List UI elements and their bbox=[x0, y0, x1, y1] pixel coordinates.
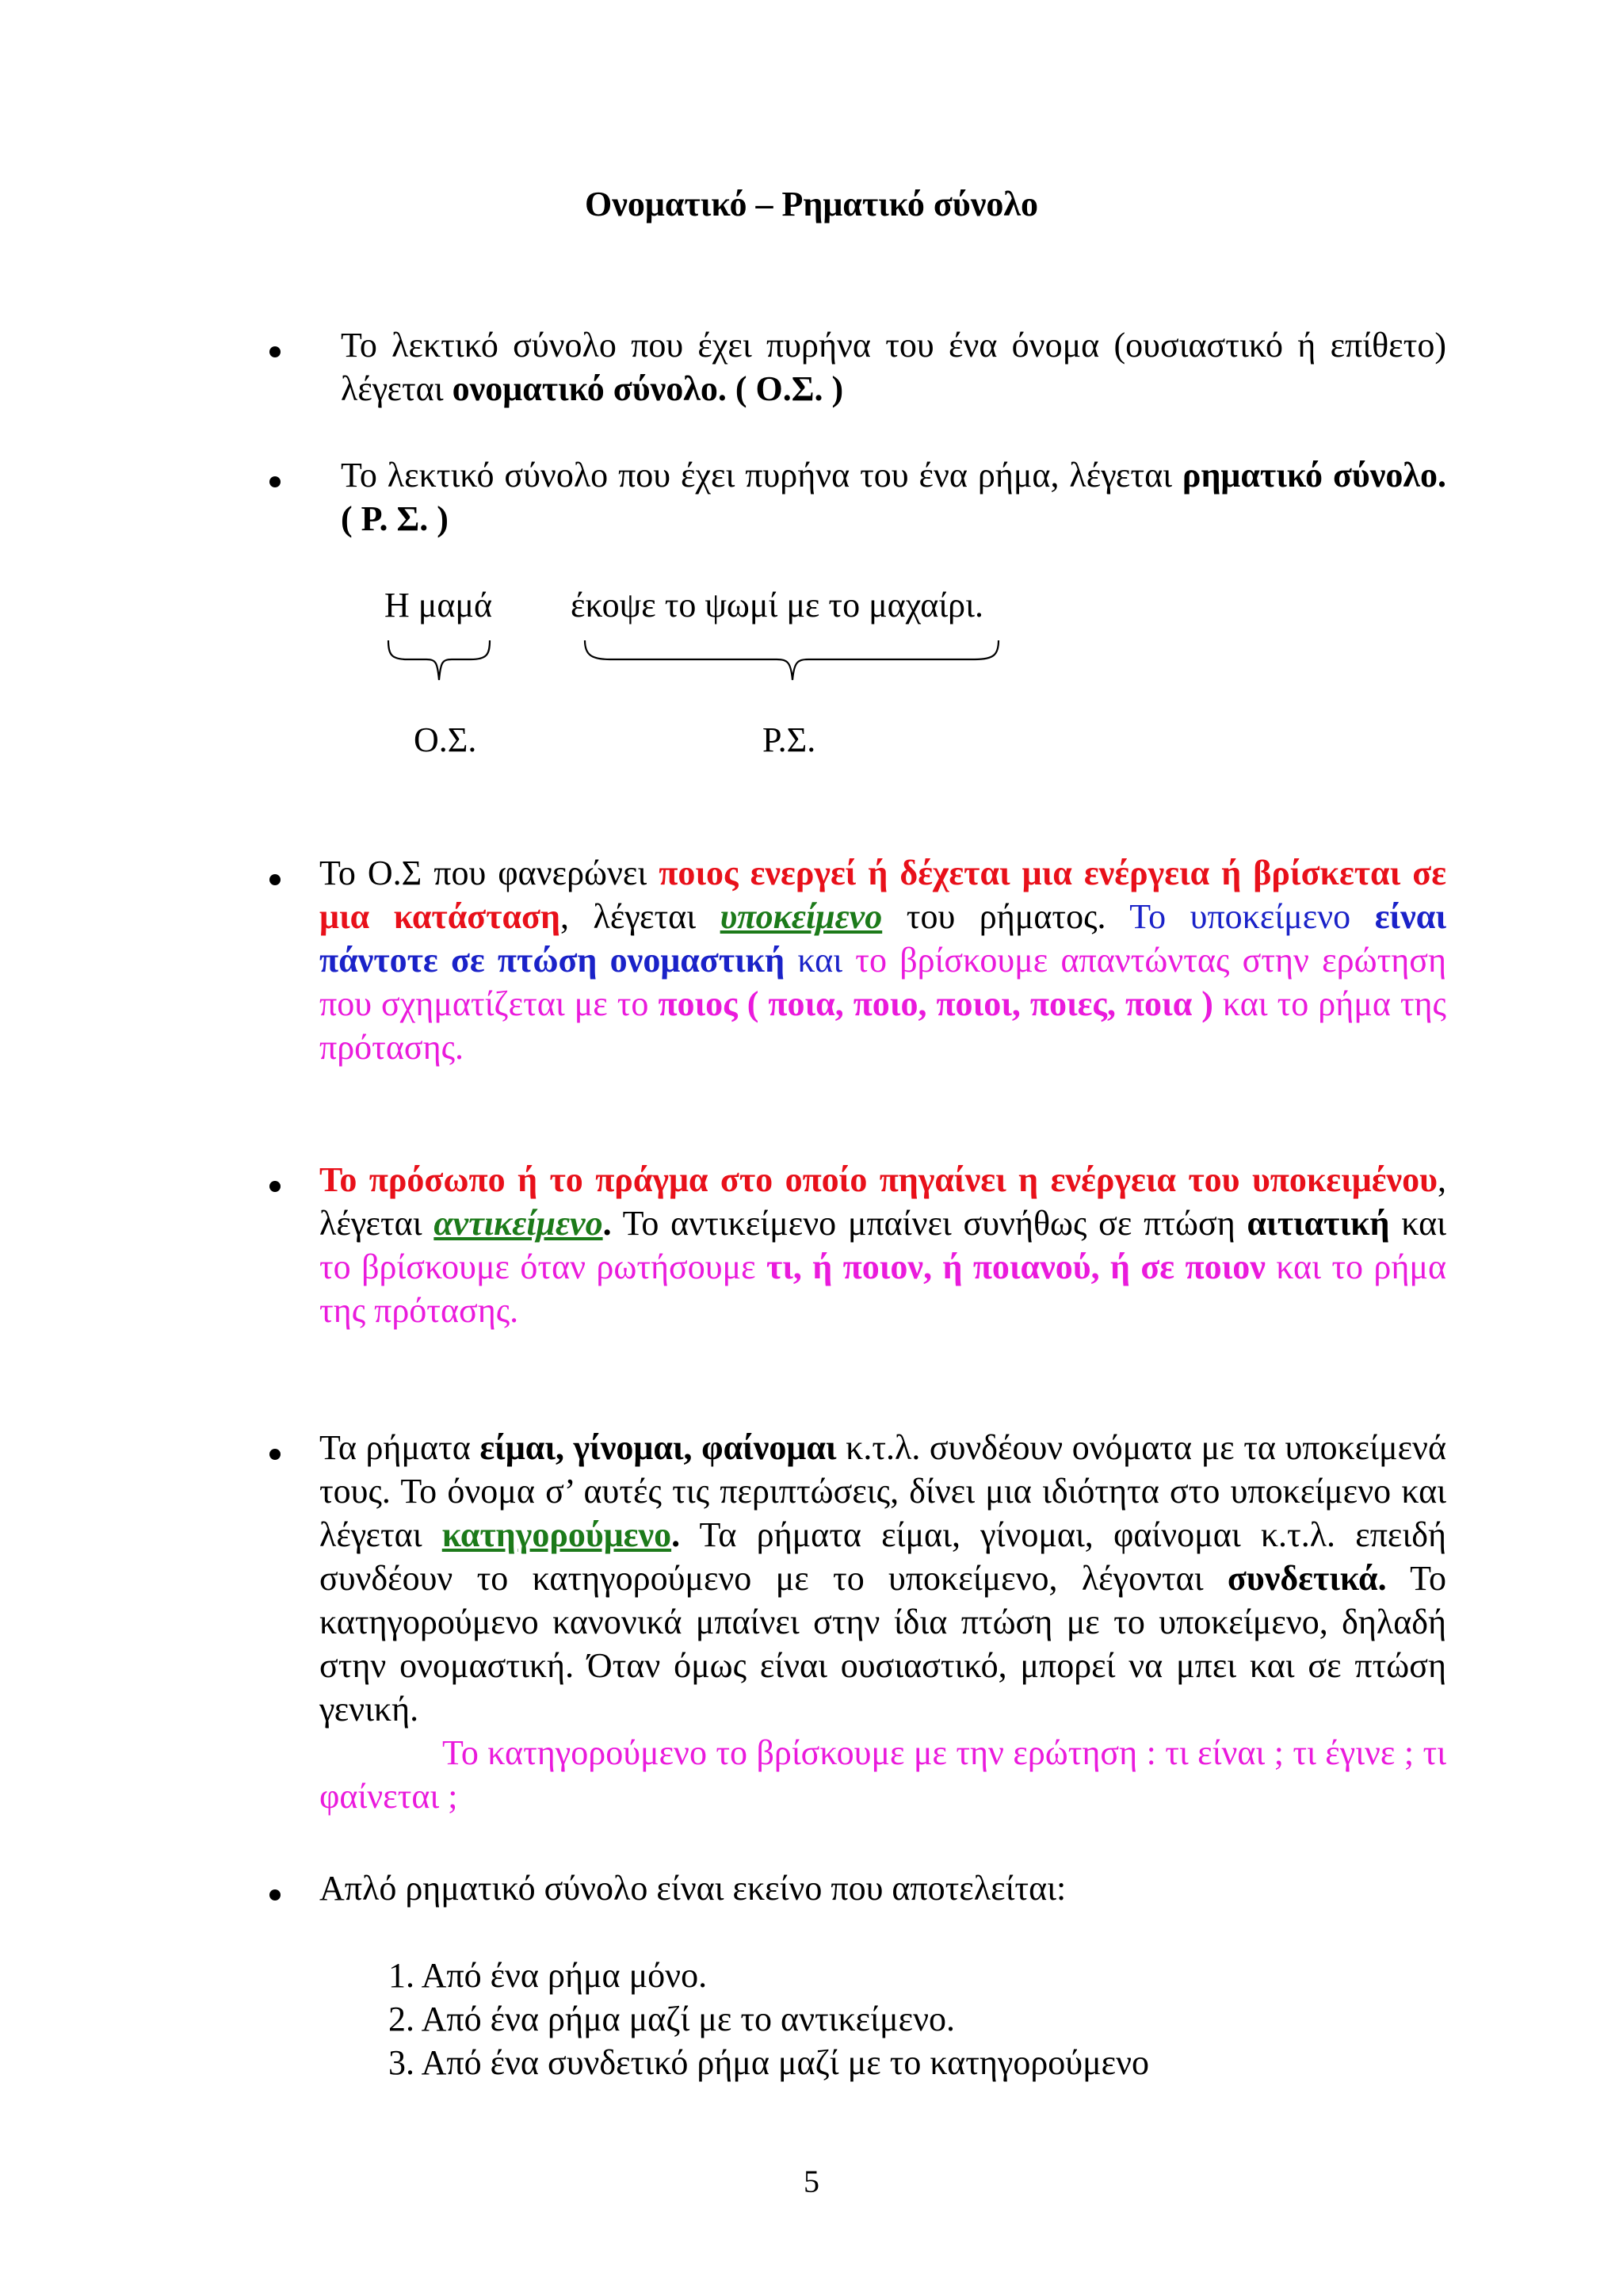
numbered-list bbox=[388, 1954, 1149, 2084]
bullet-icon bbox=[269, 874, 281, 885]
text-blue: Το υποκείμενο bbox=[1129, 897, 1375, 936]
example-braces bbox=[380, 634, 1014, 697]
page-number: 5 bbox=[804, 2164, 819, 2199]
linking-verbs: είμαι, γίνομαι, φαίνομαι bbox=[479, 1428, 837, 1467]
page-title: Ονοματικό – Ρηματικό σύνολο bbox=[585, 185, 1038, 223]
text: Το κατηγορούμενο κανονικά μπαίνει στην ίδια πτώση με το υποκείμενο, δηλαδή στην ονομαστική. Όταν όμως είναι ουσιαστικό, μπορεί να μπει και σε πτώση γενική. bbox=[319, 1559, 1446, 1729]
bullet-icon bbox=[269, 1181, 281, 1192]
abbr-verb-phrase: ( Ρ. Σ. ) bbox=[341, 499, 449, 538]
paragraph-noun-phrase bbox=[341, 323, 1446, 411]
paragraph-verb-phrase bbox=[341, 453, 1446, 541]
brace-verb-phrase bbox=[585, 640, 999, 680]
text: κ.τ.λ. συνδέουν ονόματα με τα υποκείμενά τους. Το όνομα σ’ αυτές τις περιπτώσεις, δίνει μια ιδιότητα στο υποκείμενο και λέγεται bbox=[319, 1428, 1446, 1554]
abbr-noun-phrase: ( Ο.Σ. ) bbox=[726, 369, 844, 408]
example-subject: Η μαμά bbox=[384, 586, 493, 625]
paragraph-object bbox=[319, 1158, 1446, 1332]
term-object: αντικείμενο bbox=[433, 1204, 603, 1243]
text: Τα ρήματα είμαι, γίνομαι, φαίνομαι κ.τ.λ. επειδή συνδέουν το κατηγορούμενο με το υποκείμενο, λέγονται bbox=[319, 1515, 1446, 1598]
text-magenta: και το ρήμα της πρότασης. bbox=[319, 984, 1446, 1067]
predicate-question: Το κατηγορούμενο το βρίσκουμε με την ερώτηση : τι είναι ; τι έγινε ; τι φαίνεται ; bbox=[319, 1733, 1446, 1816]
subject-definition: ποιος ενεργεί ή δέχεται μια ενέργεια ή βρίσκεται σε μια κατάσταση bbox=[319, 854, 1446, 936]
object-definition: Το πρόσωπο ή το πράγμα στο οποίο πηγαίνει η ενέργεια του υποκειμένου bbox=[319, 1160, 1438, 1199]
text: . bbox=[671, 1515, 681, 1554]
list-item: 1. Από ένα ρήμα μόνο. bbox=[388, 1956, 708, 1995]
term-verb-phrase: ρηματικό σύνολο. bbox=[1182, 456, 1446, 495]
text-magenta: το βρίσκουμε απαντώντας στην ερώτηση που σχηματίζεται με το bbox=[319, 941, 1446, 1023]
text: Το αντικείμενο μπαίνει συνήθως σε πτώση bbox=[611, 1204, 1247, 1243]
term-predicate: κατηγορούμενο bbox=[441, 1515, 672, 1554]
paragraph-subject bbox=[319, 851, 1446, 1069]
text-magenta: το βρίσκουμε όταν ρωτήσουμε bbox=[319, 1247, 766, 1286]
paragraph-predicate bbox=[319, 1426, 1446, 1731]
object-case: αιτιατική bbox=[1247, 1204, 1390, 1243]
text: Τα ρήματα bbox=[319, 1428, 480, 1467]
subject-question: ποιος ( ποια, ποιο, ποιοι, ποιες, ποια ) bbox=[658, 984, 1213, 1023]
label-os: Ο.Σ. bbox=[414, 720, 477, 759]
brace-noun-phrase bbox=[388, 640, 490, 680]
list-item: 2. Από ένα ρήμα μαζί με το αντικείμενο. bbox=[388, 2000, 955, 2038]
text: , λέγεται bbox=[319, 1160, 1446, 1243]
bullet-icon bbox=[269, 1449, 281, 1460]
bullet-icon bbox=[269, 1889, 281, 1901]
text: Το λεκτικό σύνολο που έχει πυρήνα του ένα ρήμα, λέγεται bbox=[341, 456, 1182, 495]
text: . bbox=[602, 1204, 612, 1243]
text: Το λεκτικό σύνολο που έχει πυρήνα του ένα όνομα (ουσιαστικό ή επίθετο) λέγεται bbox=[341, 326, 1446, 408]
term-subject: υποκείμενο bbox=[720, 897, 883, 936]
term-linking: συνδετικά. bbox=[1227, 1559, 1387, 1598]
subject-case-rule: είναι πάντοτε σε πτώση ονομαστική bbox=[319, 897, 1446, 980]
object-question: τι, ή ποιον, ή ποιανού, ή σε ποιον bbox=[766, 1247, 1266, 1286]
text: , λέγεται bbox=[559, 897, 720, 936]
example-predicate: έκοψε το ψωμί με το μαχαίρι. bbox=[571, 586, 983, 625]
list-item: 3. Από ένα συνδετικό ρήμα μαζί με το κατηγορούμενο bbox=[388, 2043, 1150, 2082]
paragraph-simple-verb-phrase: Απλό ρηματικό σύνολο είναι εκείνο που αποτελείται: bbox=[319, 1869, 1067, 1908]
bullet-icon bbox=[269, 346, 281, 357]
label-rs: Ρ.Σ. bbox=[762, 720, 816, 759]
text-blue: και bbox=[785, 941, 856, 980]
text-magenta: και το ρήμα της πρότασης. bbox=[319, 1247, 1447, 1330]
bullet-icon bbox=[269, 476, 281, 487]
text: και bbox=[1389, 1204, 1446, 1243]
text: Το Ο.Σ που φανερώνει bbox=[319, 854, 659, 892]
text: του ρήματος. bbox=[882, 897, 1130, 936]
term-noun-phrase: ονοματικό σύνολο. bbox=[452, 369, 727, 408]
